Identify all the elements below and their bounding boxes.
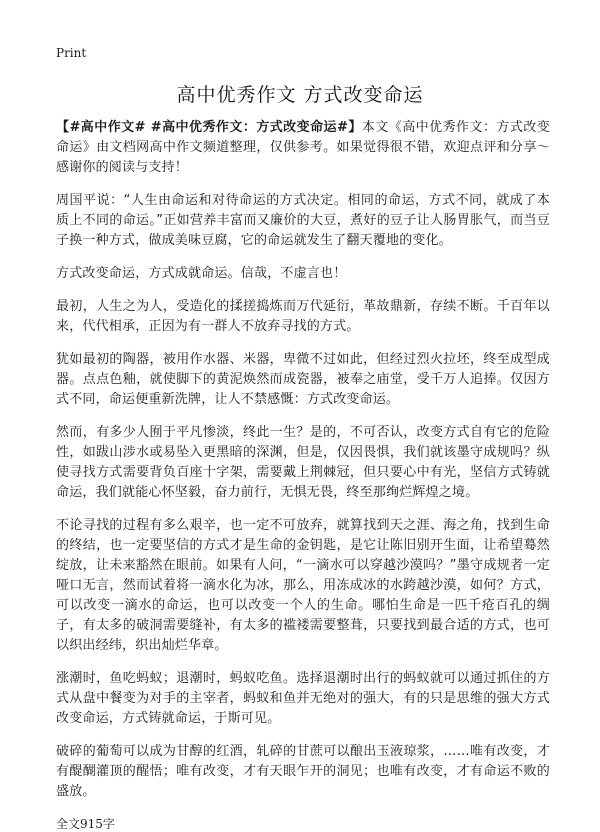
page-title: 高中优秀作文 方式改变命运 [176,84,424,106]
intro-text: 本文《高中优秀作文：方式改变命运》由文档网高中作文频道整理，仅供参考。如果觉得很不错，欢迎点评和分享～感谢你的阅读与支持！ [56,120,550,175]
paragraph-1: 周国平说：“人生由命运和对待命运的方式决定。相同的命运，方式不同，就成了本质上不同的命运。”正如营养丰富而又廉价的大豆，煮好的豆子让人肠胃胀气，而当豆子换一种方式，做成美味豆腐，它的命运就发生了翻天覆地的变化。 [56,193,550,248]
paragraph-2: 方式改变命运，方式成就命运。信哉，不虚言也！ [56,266,347,281]
intro-paragraph [56,118,550,178]
paragraph-8: 破碎的葡萄可以成为甘醇的红酒，轧碎的甘蔗可以酿出玉液琼浆，……唯有改变，才有醍醐灌顶的醒悟；唯有改变，才有天眼乍开的洞见；也唯有改变，才有命运不败的盛放。 [56,744,550,799]
print-link[interactable]: Print [56,46,87,60]
article-body [56,118,550,832]
word-count: 全文915字 [56,817,115,831]
paragraph-5: 然而，有多少人囿于平凡惨淡，终此一生？是的，不可否认，改变方式自有它的危险性，如跋山涉水或易坠入更黑暗的深渊，但是，仅因畏惧，我们就该墨守成规吗？纵使寻找方式需要背负百座十字架，需要戴上荆棘冠，但只要心中有光，坚信方式铸就命运，我们就能心怀坚毅，奋力前行，无惧无畏，终至那绚烂辉煌之境。 [56,425,550,500]
paragraph-6: 不论寻找的过程有多么艰辛，也一定不可放弃，就算找到天之涯、海之角，找到生命的终结，也一定要坚信的方式才是生命的金钥匙，是它让陈旧别开生面，让希望蓦然绽放，让未来豁然在眼前。如果有人问，“一滴水可以穿越沙漠吗？”墨守成规者一定哑口无言，然而试着将一滴水化为冰，那么，用冻成冰的水跨越沙漠，如何？方式，可以改变一滴水的命运，也可以改变一个人的生命。哪怕生命是一匹千疮百孔的绸子，有太多的破洞需要缝补，有太多的褴褛需要整葺，只要找到最合适的方式，也可以织出经纬，织出灿烂华章。 [56,518,550,653]
paragraph-3: 最初，人生之为人，受造化的揉搓捣炼而万代延衍，革故鼎新，存续不断。千百年以来，代代相承，正因为有一群人不放弃寻找的方式。 [56,299,550,334]
intro-tags: 【#高中作文# #高中优秀作文：方式改变命运#】 [56,120,362,135]
paragraph-4: 犹如最初的陶器，被用作水器、米器，卑微不过如此，但经过烈火拉坯，终至成型成器。点点色釉，就使脚下的黄泥焕然而成瓷器，被奉之庙堂，受千万人追捧。仅因方式不同，命运便重新洗牌，让人不禁感慨：方式改变命运。 [56,352,550,407]
paragraph-7: 涨潮时，鱼吃蚂蚁；退潮时，蚂蚁吃鱼。选择退潮时出行的蚂蚁就可以通过抓住的方式从盘中餐变为对手的主宰者，蚂蚁和鱼并无绝对的强大，有的只是思维的强大方式改变命运，方式铸就命运，于斯可见。 [56,671,550,726]
